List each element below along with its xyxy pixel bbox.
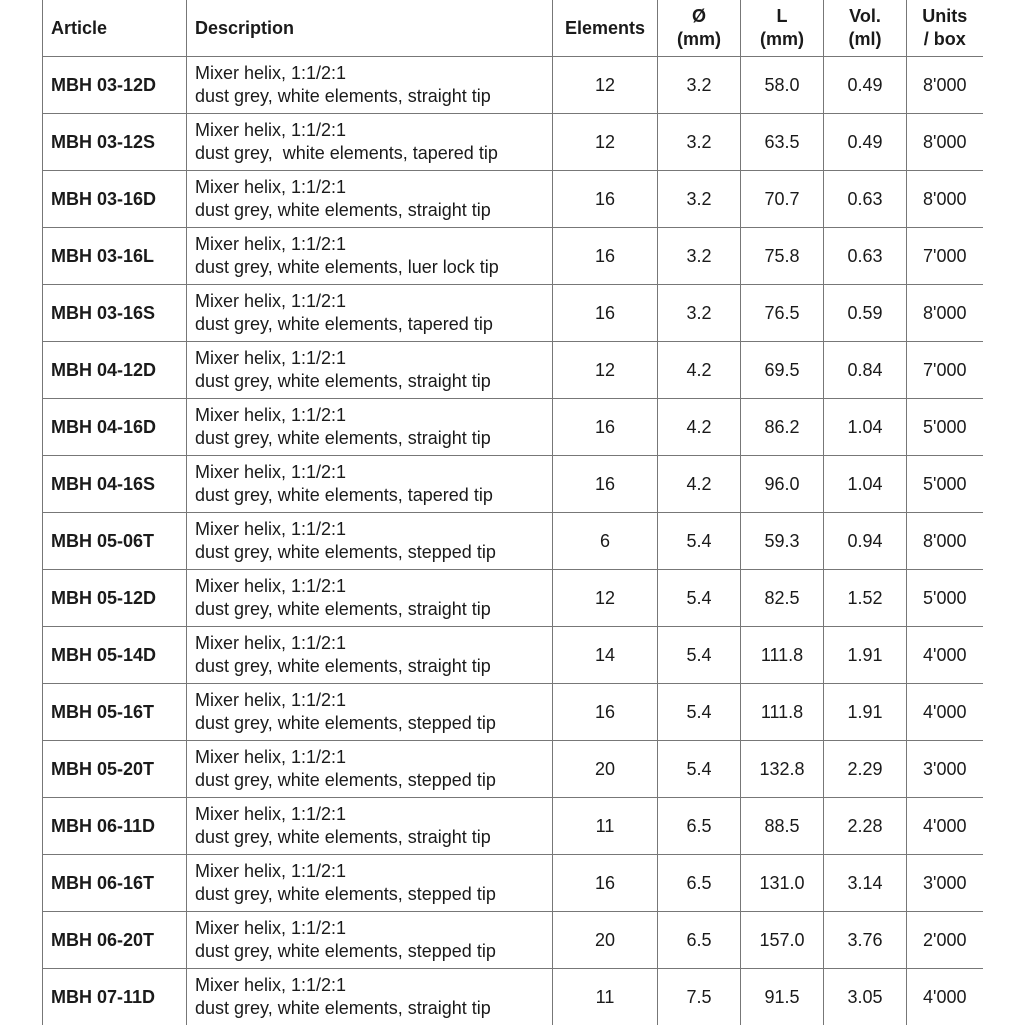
length-cell: 88.5 <box>741 798 824 855</box>
header-article: Article <box>43 0 187 57</box>
description-line-2: dust grey, white elements, stepped tip <box>195 542 496 562</box>
table-row <box>43 627 983 684</box>
description-line-2: dust grey, white elements, tapered tip <box>195 314 493 334</box>
units-cell: 4'000 <box>907 684 983 741</box>
volume-cell: 1.52 <box>824 570 907 627</box>
header-row <box>43 0 983 57</box>
description-line-1: Mixer helix, 1:1/2:1 <box>195 576 346 596</box>
table-row <box>43 171 983 228</box>
elements-cell: 12 <box>553 570 658 627</box>
table-row <box>43 912 983 969</box>
description-line-2: dust grey, white elements, straight tip <box>195 200 491 220</box>
diameter-cell: 5.4 <box>658 741 741 798</box>
description-line-2: dust grey, white elements, straight tip <box>195 86 491 106</box>
volume-cell: 0.94 <box>824 513 907 570</box>
table-row <box>43 741 983 798</box>
elements-cell: 16 <box>553 285 658 342</box>
length-cell: 75.8 <box>741 228 824 285</box>
length-cell: 86.2 <box>741 399 824 456</box>
header-diameter <box>658 0 741 57</box>
units-cell: 7'000 <box>907 342 983 399</box>
volume-cell: 2.28 <box>824 798 907 855</box>
article-cell: MBH 05-06T <box>43 513 187 570</box>
table-row <box>43 969 983 1025</box>
volume-cell: 2.29 <box>824 741 907 798</box>
description-line-1: Mixer helix, 1:1/2:1 <box>195 861 346 881</box>
elements-cell: 20 <box>553 741 658 798</box>
description-line-1: Mixer helix, 1:1/2:1 <box>195 120 346 140</box>
length-cell: 111.8 <box>741 684 824 741</box>
description-line-1: Mixer helix, 1:1/2:1 <box>195 804 346 824</box>
description-cell <box>187 969 553 1025</box>
description-cell <box>187 228 553 285</box>
elements-cell: 16 <box>553 399 658 456</box>
length-cell: 82.5 <box>741 570 824 627</box>
elements-cell: 12 <box>553 342 658 399</box>
description-line-2: dust grey, white elements, tapered tip <box>195 143 498 163</box>
units-cell: 4'000 <box>907 798 983 855</box>
header-units-unit: / box <box>924 29 966 49</box>
diameter-cell: 3.2 <box>658 57 741 114</box>
article-cell: MBH 03-16L <box>43 228 187 285</box>
description-line-2: dust grey, white elements, stepped tip <box>195 713 496 733</box>
description-line-2: dust grey, white elements, stepped tip <box>195 884 496 904</box>
volume-cell: 3.76 <box>824 912 907 969</box>
elements-cell: 16 <box>553 684 658 741</box>
table-row <box>43 114 983 171</box>
description-line-1: Mixer helix, 1:1/2:1 <box>195 177 346 197</box>
description-line-1: Mixer helix, 1:1/2:1 <box>195 462 346 482</box>
units-cell: 3'000 <box>907 741 983 798</box>
article-cell: MBH 04-16D <box>43 399 187 456</box>
description-line-1: Mixer helix, 1:1/2:1 <box>195 348 346 368</box>
header-volume-unit: (ml) <box>849 29 882 49</box>
volume-cell: 3.05 <box>824 969 907 1025</box>
table-row <box>43 285 983 342</box>
article-cell: MBH 04-12D <box>43 342 187 399</box>
description-line-2: dust grey, white elements, straight tip <box>195 371 491 391</box>
header-length-unit: (mm) <box>760 29 804 49</box>
description-line-1: Mixer helix, 1:1/2:1 <box>195 633 346 653</box>
volume-cell: 0.49 <box>824 114 907 171</box>
units-cell: 8'000 <box>907 285 983 342</box>
description-line-1: Mixer helix, 1:1/2:1 <box>195 405 346 425</box>
article-cell: MBH 03-12S <box>43 114 187 171</box>
description-cell <box>187 912 553 969</box>
volume-cell: 0.84 <box>824 342 907 399</box>
description-cell <box>187 114 553 171</box>
description-line-2: dust grey, white elements, luer lock tip <box>195 257 499 277</box>
article-cell: MBH 06-20T <box>43 912 187 969</box>
description-line-2: dust grey, white elements, straight tip <box>195 656 491 676</box>
elements-cell: 6 <box>553 513 658 570</box>
description-line-2: dust grey, white elements, straight tip <box>195 827 491 847</box>
description-cell <box>187 456 553 513</box>
volume-cell: 1.91 <box>824 627 907 684</box>
length-cell: 63.5 <box>741 114 824 171</box>
header-volume-label: Vol. <box>849 6 881 26</box>
description-cell <box>187 627 553 684</box>
units-cell: 4'000 <box>907 969 983 1025</box>
article-cell: MBH 05-12D <box>43 570 187 627</box>
elements-cell: 16 <box>553 171 658 228</box>
description-cell <box>187 798 553 855</box>
units-cell: 5'000 <box>907 399 983 456</box>
length-cell: 76.5 <box>741 285 824 342</box>
description-line-1: Mixer helix, 1:1/2:1 <box>195 234 346 254</box>
elements-cell: 20 <box>553 912 658 969</box>
header-length <box>741 0 824 57</box>
elements-cell: 16 <box>553 855 658 912</box>
units-cell: 5'000 <box>907 570 983 627</box>
length-cell: 131.0 <box>741 855 824 912</box>
table-row <box>43 399 983 456</box>
diameter-cell: 3.2 <box>658 171 741 228</box>
diameter-cell: 5.4 <box>658 570 741 627</box>
volume-cell: 1.04 <box>824 399 907 456</box>
diameter-cell: 5.4 <box>658 627 741 684</box>
article-cell: MBH 05-14D <box>43 627 187 684</box>
description-cell <box>187 513 553 570</box>
header-elements: Elements <box>553 0 658 57</box>
description-line-2: dust grey, white elements, tapered tip <box>195 485 493 505</box>
description-line-1: Mixer helix, 1:1/2:1 <box>195 519 346 539</box>
length-cell: 70.7 <box>741 171 824 228</box>
length-cell: 91.5 <box>741 969 824 1025</box>
description-cell <box>187 855 553 912</box>
description-line-2: dust grey, white elements, straight tip <box>195 998 491 1018</box>
length-cell: 69.5 <box>741 342 824 399</box>
header-length-label: L <box>777 6 788 26</box>
length-cell: 96.0 <box>741 456 824 513</box>
article-cell: MBH 03-16S <box>43 285 187 342</box>
header-description: Description <box>187 0 553 57</box>
description-line-1: Mixer helix, 1:1/2:1 <box>195 291 346 311</box>
article-cell: MBH 04-16S <box>43 456 187 513</box>
table-row <box>43 342 983 399</box>
description-cell <box>187 684 553 741</box>
description-line-1: Mixer helix, 1:1/2:1 <box>195 918 346 938</box>
article-cell: MBH 07-11D <box>43 969 187 1025</box>
description-line-1: Mixer helix, 1:1/2:1 <box>195 975 346 995</box>
article-cell: MBH 05-16T <box>43 684 187 741</box>
units-cell: 8'000 <box>907 114 983 171</box>
length-cell: 157.0 <box>741 912 824 969</box>
header-diameter-unit: (mm) <box>677 29 721 49</box>
table-row <box>43 228 983 285</box>
units-cell: 4'000 <box>907 627 983 684</box>
elements-cell: 11 <box>553 969 658 1025</box>
diameter-cell: 6.5 <box>658 855 741 912</box>
table-row <box>43 57 983 114</box>
table-row <box>43 684 983 741</box>
article-cell: MBH 03-16D <box>43 171 187 228</box>
description-cell <box>187 171 553 228</box>
volume-cell: 0.59 <box>824 285 907 342</box>
length-cell: 111.8 <box>741 627 824 684</box>
description-cell <box>187 342 553 399</box>
units-cell: 8'000 <box>907 57 983 114</box>
header-diameter-label: Ø <box>692 6 706 26</box>
elements-cell: 12 <box>553 57 658 114</box>
article-cell: MBH 05-20T <box>43 741 187 798</box>
length-cell: 132.8 <box>741 741 824 798</box>
description-line-2: dust grey, white elements, stepped tip <box>195 770 496 790</box>
diameter-cell: 7.5 <box>658 969 741 1025</box>
units-cell: 8'000 <box>907 513 983 570</box>
article-cell: MBH 03-12D <box>43 57 187 114</box>
description-cell <box>187 285 553 342</box>
diameter-cell: 3.2 <box>658 114 741 171</box>
length-cell: 59.3 <box>741 513 824 570</box>
diameter-cell: 6.5 <box>658 912 741 969</box>
units-cell: 7'000 <box>907 228 983 285</box>
description-line-2: dust grey, white elements, straight tip <box>195 599 491 619</box>
table-row <box>43 570 983 627</box>
table-row <box>43 798 983 855</box>
description-line-2: dust grey, white elements, straight tip <box>195 428 491 448</box>
elements-cell: 16 <box>553 228 658 285</box>
article-cell: MBH 06-16T <box>43 855 187 912</box>
table-row <box>43 513 983 570</box>
header-units-label: Units <box>922 6 967 26</box>
units-cell: 3'000 <box>907 855 983 912</box>
diameter-cell: 4.2 <box>658 456 741 513</box>
volume-cell: 0.63 <box>824 171 907 228</box>
volume-cell: 0.63 <box>824 228 907 285</box>
elements-cell: 14 <box>553 627 658 684</box>
description-line-1: Mixer helix, 1:1/2:1 <box>195 747 346 767</box>
header-units <box>907 0 983 57</box>
description-line-2: dust grey, white elements, stepped tip <box>195 941 496 961</box>
description-cell <box>187 399 553 456</box>
table-row <box>43 456 983 513</box>
table-row <box>43 855 983 912</box>
length-cell: 58.0 <box>741 57 824 114</box>
description-cell <box>187 741 553 798</box>
diameter-cell: 5.4 <box>658 684 741 741</box>
units-cell: 8'000 <box>907 171 983 228</box>
diameter-cell: 5.4 <box>658 513 741 570</box>
units-cell: 2'000 <box>907 912 983 969</box>
elements-cell: 11 <box>553 798 658 855</box>
volume-cell: 1.91 <box>824 684 907 741</box>
volume-cell: 0.49 <box>824 57 907 114</box>
article-cell: MBH 06-11D <box>43 798 187 855</box>
diameter-cell: 4.2 <box>658 342 741 399</box>
header-volume <box>824 0 907 57</box>
diameter-cell: 4.2 <box>658 399 741 456</box>
volume-cell: 3.14 <box>824 855 907 912</box>
elements-cell: 16 <box>553 456 658 513</box>
diameter-cell: 6.5 <box>658 798 741 855</box>
diameter-cell: 3.2 <box>658 228 741 285</box>
diameter-cell: 3.2 <box>658 285 741 342</box>
description-line-1: Mixer helix, 1:1/2:1 <box>195 690 346 710</box>
description-line-1: Mixer helix, 1:1/2:1 <box>195 63 346 83</box>
product-table <box>42 0 983 1025</box>
volume-cell: 1.04 <box>824 456 907 513</box>
elements-cell: 12 <box>553 114 658 171</box>
description-cell <box>187 570 553 627</box>
description-cell <box>187 57 553 114</box>
units-cell: 5'000 <box>907 456 983 513</box>
